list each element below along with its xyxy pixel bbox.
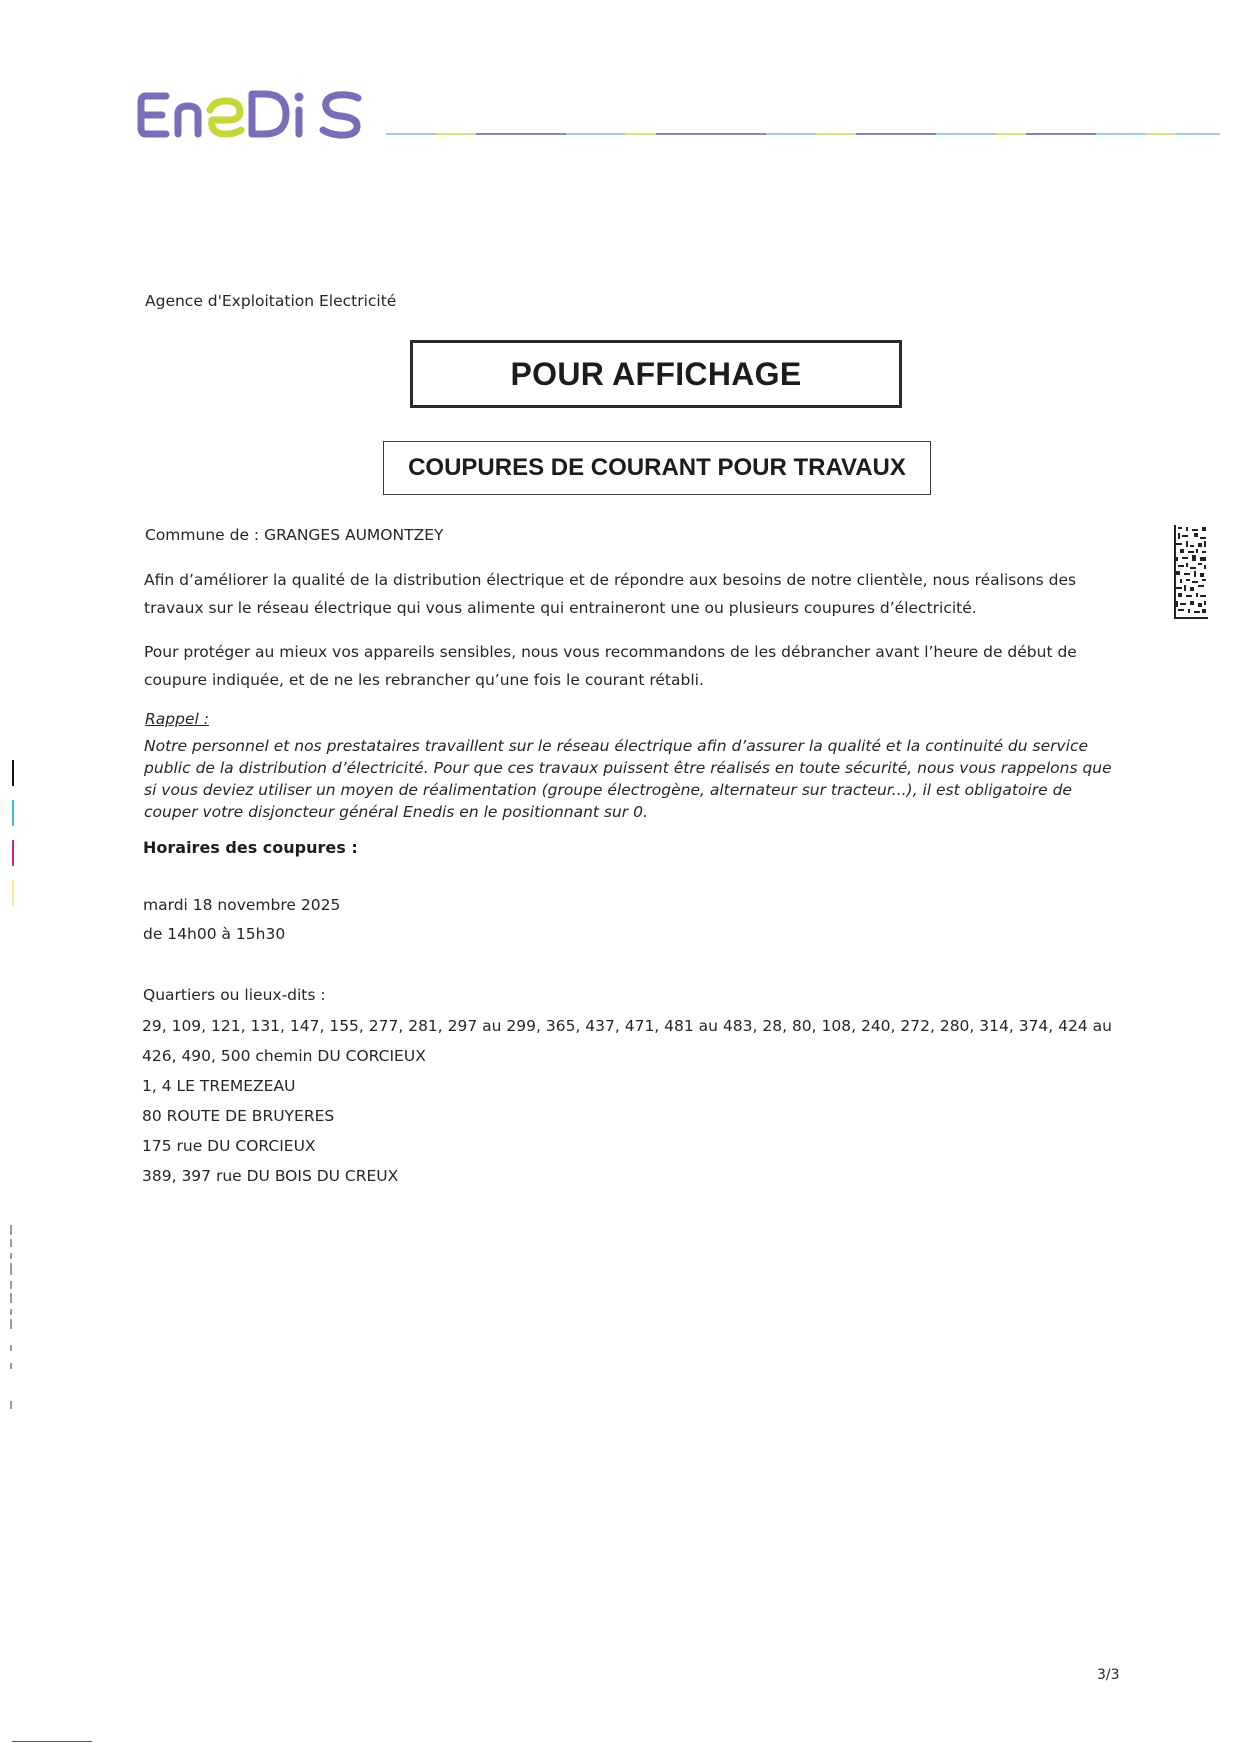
list-item: 80 ROUTE DE BRUYERES (142, 1107, 335, 1125)
margin-scan-marks (6, 1225, 18, 1445)
printer-color-marks (8, 760, 18, 910)
display-label-box (410, 340, 902, 408)
page-number: 3/3 (1097, 1667, 1120, 1683)
bottom-scan-line (12, 1741, 92, 1742)
list-item: 29, 109, 121, 131, 147, 155, 277, 281, 297 au 299, 365, 437, 471, 481 au 483, 28, 80, 108, 240, 272, 280, 314, 374, 424 au 426, 490, 500 chemin DU CORCIEUX (142, 1017, 1112, 1065)
schedule-date: mardi 18 novembre 2025 (143, 896, 341, 914)
rappel-title: Rappel : (145, 710, 209, 728)
notice-title-box (383, 441, 931, 495)
display-label: POUR AFFICHAGE (510, 355, 802, 392)
agency-name: Agence d'Exploitation Electricité (145, 292, 397, 310)
header-dashed-rule (386, 132, 1220, 136)
list-item: 1, 4 LE TREMEZEAU (142, 1077, 296, 1095)
locations-title: Quartiers ou lieux-dits : (143, 986, 326, 1004)
locations-list (142, 1011, 1142, 1191)
commune-line: Commune de : GRANGES AUMONTZEY (145, 526, 444, 544)
intro-paragraph: Afin d’améliorer la qualité de la distribution électrique et de répondre aux besoins de notre clientèle, nous réalisons des travaux sur le réseau électrique qui vous alimente qui entraineront une ou plusieurs coupures d’électricité. (144, 571, 1077, 617)
list-item: 389, 397 rue DU BOIS DU CREUX (142, 1167, 399, 1185)
notice-title: COUPURES DE COURANT POUR TRAVAUX (408, 454, 906, 481)
advice-paragraph: Pour protéger au mieux vos appareils sensibles, nous vous recommandons de les débrancher avant l’heure de début de coupure indiquée, et de ne les rebrancher qu’une fois le courant rétabli. (144, 643, 1077, 689)
schedule-title: Horaires des coupures : (143, 838, 358, 857)
datamatrix-code (1174, 525, 1208, 619)
rappel-text: Notre personnel et nos prestataires travaillent sur le réseau électrique afin d’assurer la qualité et la continuité du service public de la distribution d’électricité. Pour que ces travaux puissent être réalisés en toute sécurité, nous vous rappelons que si vous deviez utiliser un moyen de réalimentation (groupe électrogène, alternateur sur tracteur...), il est obligatoire de couper votre disjoncteur général Enedis en le positionnant sur 0. (144, 737, 1112, 821)
list-item: 175 rue DU CORCIEUX (142, 1137, 316, 1155)
schedule-time: de 14h00 à 15h30 (143, 925, 286, 943)
enedis-logo (136, 88, 368, 142)
